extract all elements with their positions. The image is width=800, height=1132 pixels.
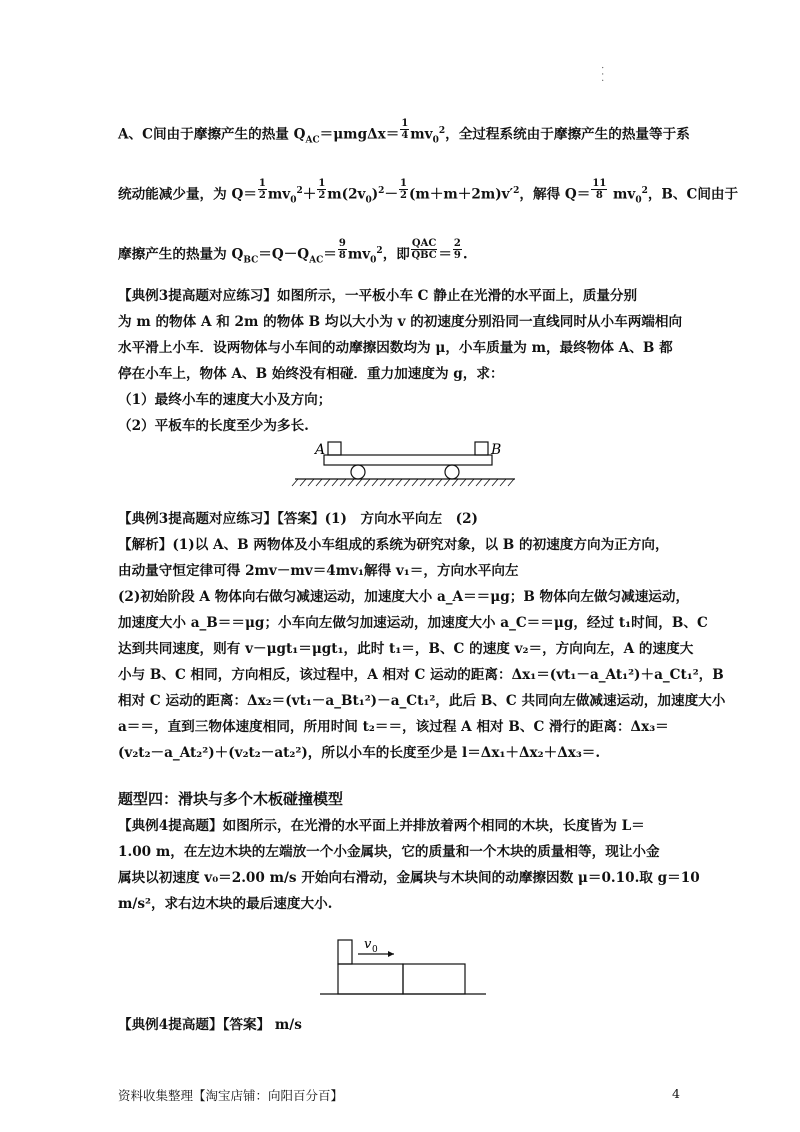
page-number: 4 [672,1086,680,1101]
solution-line-1: A、C间由于摩擦产生的热量 $Q_{AC}=\mu mg\Delta x=$ $\frac{1}{4}$ $mv_0^2$，全过程系统由于摩擦产生的热量等于系 [118,117,690,146]
ex3-question-2: （2）平板车的长度至少为多长. [118,418,309,434]
ex3-line-4: 停在小车上，物体 A、B 始终没有相碰．重力加速度为 g，求： [118,366,504,382]
ans3-line-1: 【典例3提高题对应练习】【答案】(1) 方向水平向左 (2) [118,511,478,527]
wheel-right [445,465,459,479]
ans3-line-8: 相对 C 运动的距离：Δx₂＝(vt₁－a_Bt₁²)－a_Ct₁²，此后 B、C 共同向左做减速运动，加速度大小 [118,693,726,709]
metal-block [338,940,352,964]
block-b [475,442,488,455]
corner-dots: · · · [596,66,607,82]
fig-label-v-sub: 0 [372,945,378,955]
ans3-line-2: 【解析】(1)以 A、B 两物体及小车组成的系统为研究对象，以 B 的初速度方向为正方向， [118,537,669,553]
ex3-line-3: 水平滑上小车．设两物体与小车间的动摩擦因数均为 μ，小车质量为 m，最终物体 A、B 都 [118,340,673,356]
solution-line-2: 统动能减少量，为 Q＝ $\frac{1}{2}$ $mv_0^2+$ $\frac{1}{2}$ $m(2v_0)^2-$ $\frac{1}{2}$ $(m+m+2m)v'^2$，解得 Q＝ $\frac{11}{8}$ $mv_0^2$，B、C间由于 [118,177,739,206]
ex4-answer: 【典例4提高题】【答案】 m/s [118,1017,302,1033]
ans3-line-9: a＝＝，直到三物体速度相同，所用时间 t₂＝＝，该过程 A 相对 B、C 滑行的距离：Δx₃＝ [118,719,669,735]
ex4-line-1: 【典例4提高题】如图所示，在光滑的水平面上并排放着两个相同的木块，长度皆为 L＝ [118,818,645,834]
ans3-line-10: (v₂t₂－a_At₂²)＋(v₂t₂－at₂²)，所以小车的长度至少是 l＝Δx₁＋Δx₂＋Δx₃＝. [118,745,601,761]
solution-line-3: 摩擦产生的热量为 $Q_{BC}=Q-Q_{AC}=$ $\frac{9}{8}$ $mv_0^2$，即 $\frac{\text{QAC}}{\text{QBC}}$ ＝ $\frac{2}{9}$ . [118,237,468,266]
ans3-line-4: (2)初始阶段 A 物体向右做匀减速运动，加速度大小 a_A＝＝μg；B 物体向左做匀减速运动， [118,589,690,605]
wheel-left [351,465,365,479]
ex3-line-2: 为 m 的物体 A 和 2m 的物体 B 均以大小为 v 的初速度分别沿同一直线同时从小车两端相向 [118,314,683,330]
fig-label-b: B [491,442,502,458]
ex4-line-2: 1.00 m，在左边木块的左端放一个小金属块，它的质量和一个木块的质量相等，现让小金 [118,844,660,860]
ans3-line-7: 小与 B、C 相同，方向相反，该过程中，A 相对 C 运动的距离：Δx₁＝(vt₁－a_At₁²)＋a_Ct₁²，B [118,667,724,683]
ex3-line-1: 【典例3提高题对应练习】如图所示，一平板小车 C 静止在光滑的水平面上，质量分别 [118,288,638,304]
cart-figure [290,436,520,496]
ex3-question-1: （1）最终小车的速度大小及方向； [118,392,332,408]
fig-label-v: v [364,937,372,952]
ex4-line-4: m/s²，求右边木块的最后速度大小. [118,896,333,912]
ground-hatch [292,479,514,486]
ans3-line-3: 由动量守恒定律可得 2mv－mv＝4mv₁解得 v₁＝，方向水平向左 [118,563,519,579]
footer-source: 资料收集整理【淘宝店铺：向阳百分百】 [118,1088,344,1103]
wood-block-right [403,964,465,994]
ans3-line-6: 达到共同速度，则有 v－μgt₁＝μgt₁，此时 t₁＝，B、C 的速度 v₂＝，方向向左，A 的速度大 [118,641,694,657]
section-heading: 题型四：滑块与多个木板碰撞模型 [118,790,344,808]
cart-plate [324,455,492,465]
ans3-line-5: 加速度大小 a_B＝＝μg；小车向左做匀加速运动，加速度大小 a_C＝＝μg，经过 t₁时间，B、C [118,615,708,631]
wood-block-left [338,964,403,994]
blocks-figure [318,930,488,1005]
ex4-line-3: 属块以初速度 v₀＝2.00 m/s 开始向右滑动，金属块与木块间的动摩擦因数 μ＝0.10.取 g＝10 [118,870,700,886]
block-a [328,442,341,455]
velocity-arrowhead [388,951,394,957]
fraction-quarter: $\frac{1}{4}$ [401,117,409,141]
fig-label-a: A [315,442,326,458]
